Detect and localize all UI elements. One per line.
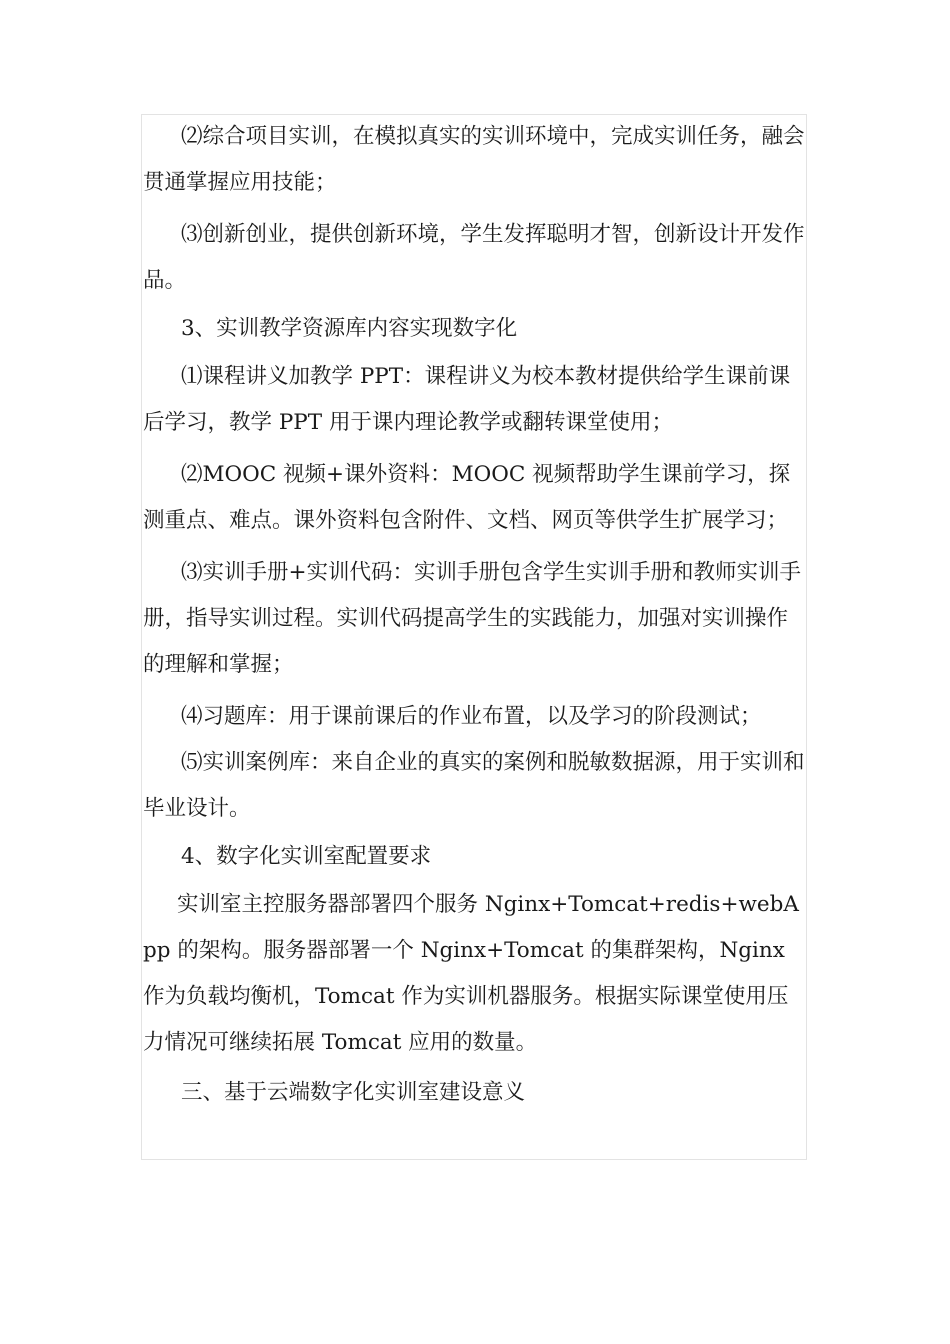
paragraph-innovation: ⑶创新创业，提供创新环境，学生发挥聪明才智，创新设计开发作品。: [143, 222, 805, 293]
paragraph-case-library: ⑸实训案例库：来自企业的真实的案例和脱敏数据源，用于实训和毕业设计。: [143, 750, 805, 821]
paragraph-question-bank: ⑷习题库：用于课前课后的作业布置，以及学习的阶段测试；: [181, 704, 762, 729]
paragraph-mooc: ⑵MOOC 视频+课外资料：MOOC 视频帮助学生课前学习，探测重点、难点。课外资料包含附件、文档、网页等供学生扩展学习；: [143, 462, 791, 533]
paragraph-server-architecture: 实训室主控服务器部署四个服务 Nginx+Tomcat+redis+webApp 的架构。服务器部署一个 Nginx+Tomcat 的集群架构，Nginx 作为负载均衡机，Tomcat 作为实训机器服务。根据实际课堂使用压力情况可继续拓展 Tomcat 应用的数量。: [143, 892, 799, 1055]
heading-significance: 三、基于云端数字化实训室建设意义: [181, 1080, 526, 1105]
paragraph-comprehensive-training: ⑵综合项目实训，在模拟真实的实训环境中，完成实训任务，融会贯通掌握应用技能；: [143, 124, 805, 195]
paragraph-manual-code: ⑶实训手册+实训代码：实训手册包含学生实训手册和教师实训手册，指导实训过程。实训代码提高学生的实践能力，加强对实训操作的理解和掌握；: [143, 560, 802, 677]
paragraph-lecture-ppt: ⑴课程讲义加教学 PPT：课程讲义为校本教材提供给学生课前课后学习，教学 PPT 用于课内理论教学或翻转课堂使用；: [143, 364, 791, 435]
document-body: [143, 114, 805, 1116]
heading-resource-digitization: 3、实训教学资源库内容实现数字化: [181, 316, 518, 341]
heading-lab-config: 4、数字化实训室配置要求: [181, 844, 432, 869]
